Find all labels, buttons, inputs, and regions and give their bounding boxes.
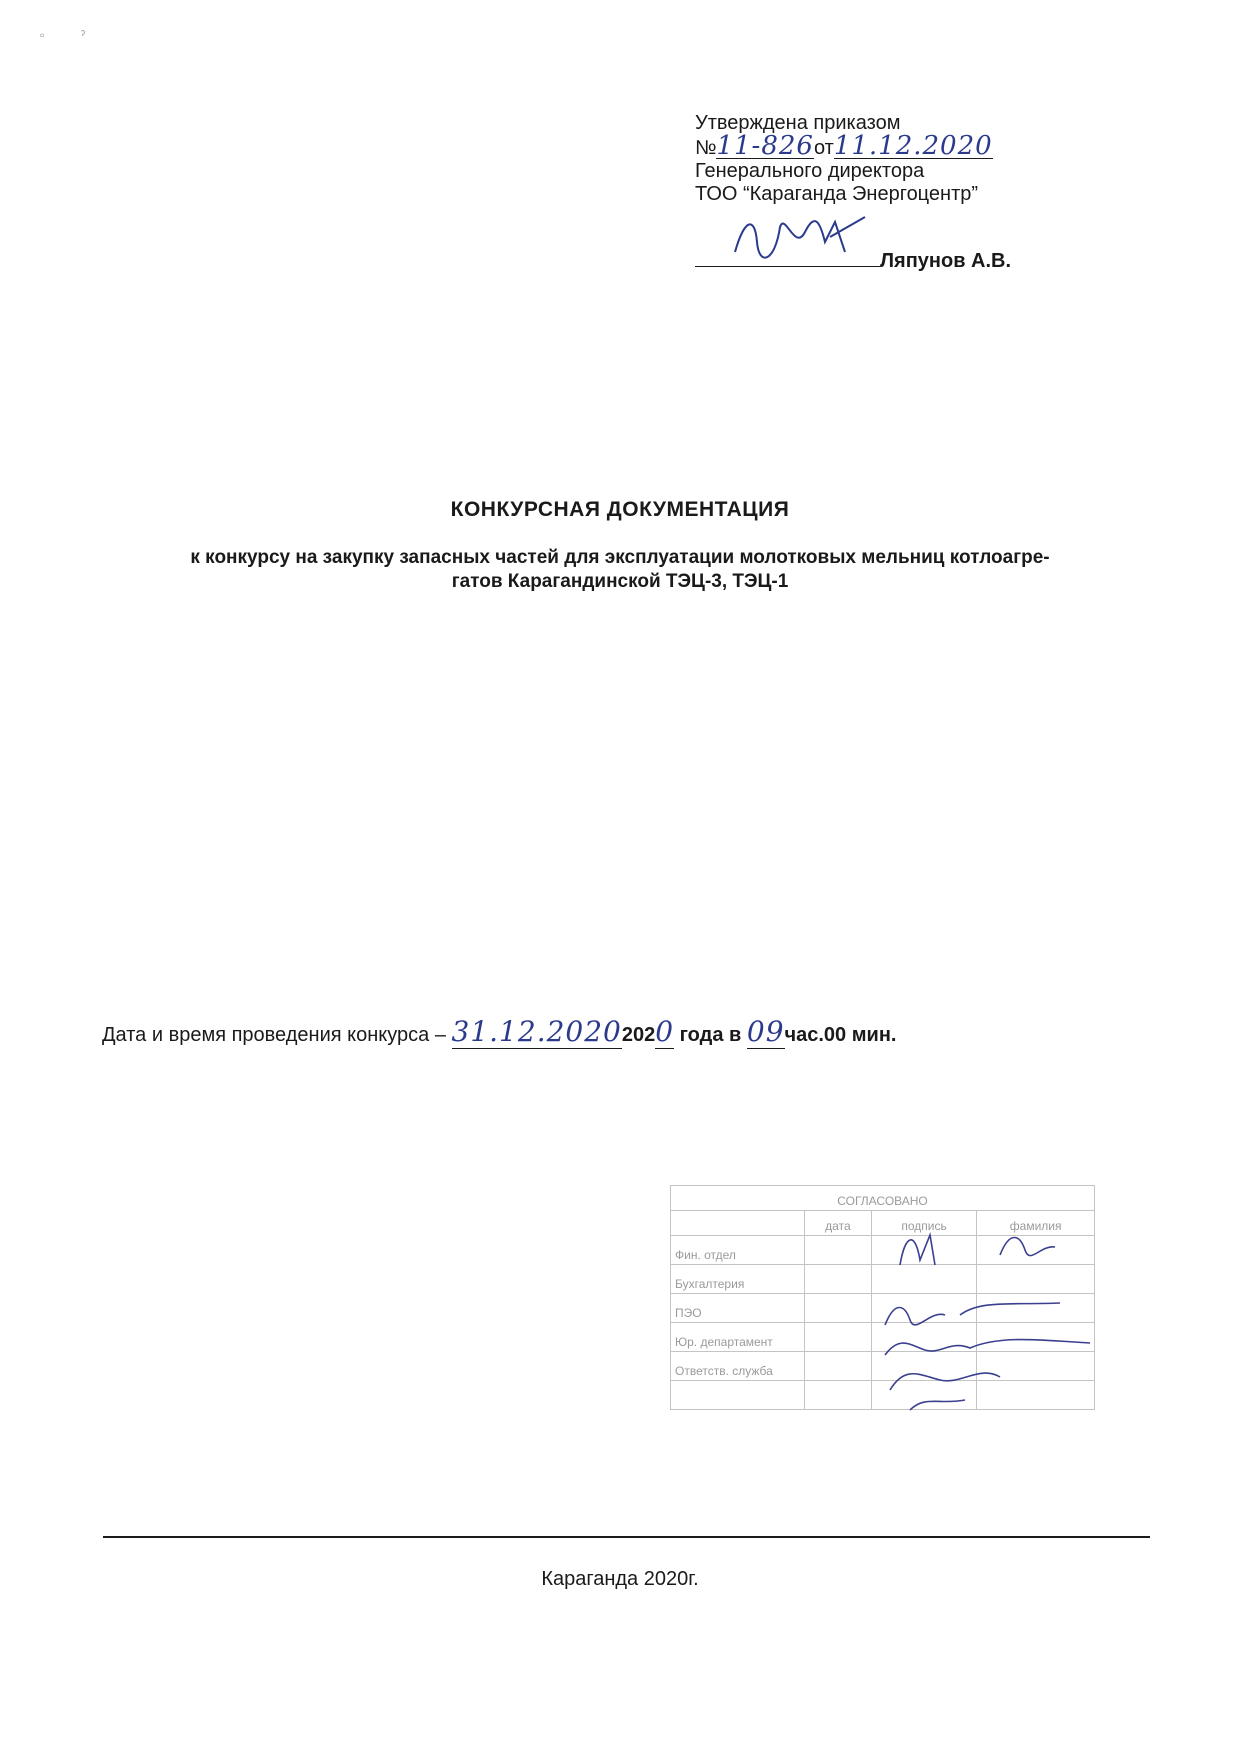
signature-line [695,250,1075,273]
contest-hour: 09 [746,1015,785,1048]
table-row: Бухгалтерия [671,1265,1095,1294]
document-subtitle [70,546,1170,594]
footer-city-year: Караганда 2020г. [541,1568,699,1590]
subtitle-line-1: к конкурсу на закупку запасных частей для эксплуатации молотковых мельниц котлоагре- [190,547,1050,568]
contest-label: Дата и время проведения конкурса – [102,1024,446,1046]
subtitle-line-2: гатов Карагандинской ТЭЦ-3, ТЭЦ-1 [451,571,789,592]
footer-divider [103,1536,1150,1538]
col-surname: фамилия [977,1211,1095,1236]
table-row: Фин. отдел [671,1236,1095,1265]
table-row: ПЭО [671,1294,1095,1323]
order-number-line: №11-826от11.12.2020 [695,131,993,161]
title-block [70,498,1170,594]
contest-date-line: Дата и время проведения конкурса – 31.12.20202020 года в 09час.00 мин. [102,1015,897,1048]
approval-signatures [870,1215,1100,1415]
table-row: Ответств. служба [671,1352,1095,1381]
approval-block [695,112,1075,273]
agreement-title: СОГЛАСОВАНО [671,1186,1095,1211]
document-title: КОНКУРСНАЯ ДОКУМЕНТАЦИЯ [450,498,790,521]
scan-marks: ▫ ˀ [40,28,86,42]
company-line: ТОО “Караганда Энергоцентр” [695,183,979,205]
col-signature: подпись [871,1211,976,1236]
table-row: Юр. департамент [671,1323,1095,1352]
contest-date: 31.12.2020 [451,1015,622,1048]
agreement-stamp [670,1185,1095,1415]
order-date: 11.12.2020 [833,131,993,161]
order-number: 11-826 [716,131,814,161]
col-date: дата [805,1211,872,1236]
approved-label: Утверждена приказом [695,112,901,134]
director-line: Генерального директора [695,160,925,182]
signatory-name: Ляпунов А.В. [880,250,1012,272]
director-signature [725,212,885,268]
contest-year-digit: 0 [655,1015,675,1048]
